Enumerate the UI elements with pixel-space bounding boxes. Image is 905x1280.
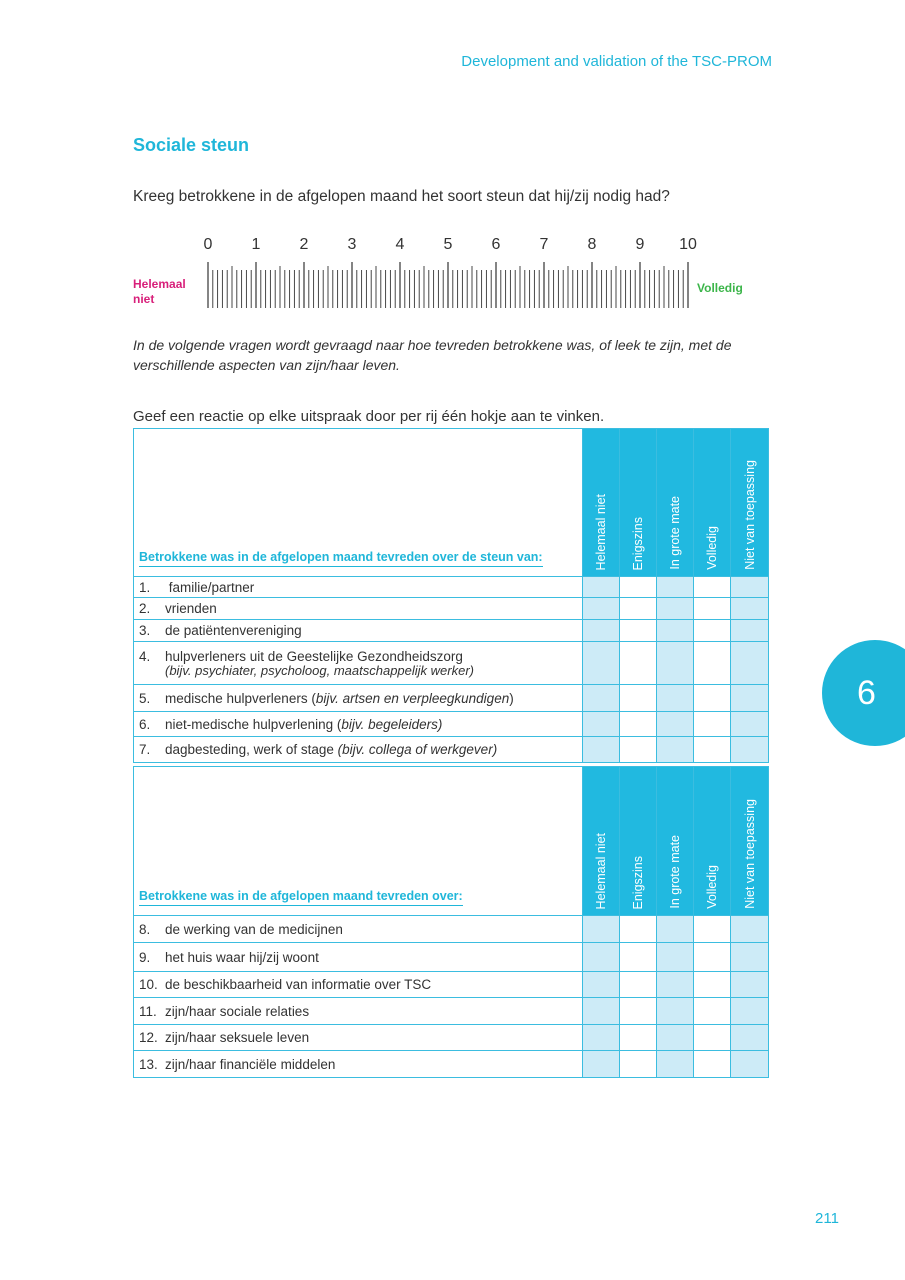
- response-checkbox[interactable]: [731, 577, 769, 598]
- response-checkbox[interactable]: [583, 998, 620, 1025]
- response-checkbox[interactable]: [731, 1051, 769, 1078]
- response-checkbox[interactable]: [694, 1025, 731, 1051]
- column-header-label: Niet van toepassing: [742, 460, 757, 570]
- row-text-end: ): [509, 690, 514, 706]
- response-checkbox[interactable]: [657, 943, 694, 972]
- column-header: [620, 767, 657, 916]
- table-row: [134, 972, 769, 998]
- response-checkbox[interactable]: [583, 642, 620, 685]
- scale-right-label: Volledig: [697, 281, 743, 295]
- table-row: [134, 1051, 769, 1078]
- response-checkbox[interactable]: [583, 943, 620, 972]
- response-checkbox[interactable]: [694, 577, 731, 598]
- column-header-label: Niet van toepassing: [742, 799, 757, 909]
- row-text: hulpverleners uit de Geestelijke Gezondheidszorg: [165, 648, 463, 664]
- scale-number: 9: [635, 236, 645, 253]
- response-checkbox[interactable]: [731, 598, 769, 620]
- response-checkbox[interactable]: [657, 712, 694, 737]
- table-row: [134, 685, 769, 712]
- table-header-cell: [134, 767, 583, 916]
- response-checkbox[interactable]: [583, 1051, 620, 1078]
- column-header-label: Volledig: [705, 526, 719, 570]
- response-checkbox[interactable]: [731, 1025, 769, 1051]
- response-checkbox[interactable]: [620, 1025, 657, 1051]
- response-checkbox[interactable]: [694, 916, 731, 943]
- row-text: het huis waar hij/zij woont: [165, 949, 319, 965]
- response-checkbox[interactable]: [694, 1051, 731, 1078]
- row-label: [134, 685, 583, 712]
- column-header-label: In grote mate: [668, 835, 682, 909]
- scale-number: 10: [679, 236, 697, 253]
- instruction-text-2: Geef een reactie op elke uitspraak door per rij één hokje aan te vinken.: [133, 408, 605, 425]
- response-checkbox[interactable]: [731, 737, 769, 763]
- column-header: [694, 429, 731, 577]
- table-row: [134, 577, 769, 598]
- response-checkbox[interactable]: [657, 642, 694, 685]
- row-text: zijn/haar sociale relaties: [165, 1003, 310, 1019]
- row-note: bijv. artsen en verpleegkundigen: [315, 690, 510, 706]
- response-checkbox[interactable]: [583, 620, 620, 642]
- response-checkbox[interactable]: [620, 642, 657, 685]
- row-note: bijv. begeleiders): [341, 716, 443, 732]
- response-checkbox[interactable]: [657, 577, 694, 598]
- response-checkbox[interactable]: [657, 916, 694, 943]
- chapter-tab: 6: [822, 640, 905, 746]
- row-text: niet-medische hulpverlening (: [165, 716, 342, 732]
- table-row: [134, 1025, 769, 1051]
- scale-number: 6: [491, 236, 501, 253]
- row-number: 2.: [139, 601, 151, 616]
- row-note: (bijv. psychiater, psycholoog, maatschappelijk werker): [165, 662, 475, 678]
- response-checkbox[interactable]: [583, 598, 620, 620]
- table-row: [134, 998, 769, 1025]
- response-checkbox[interactable]: [620, 598, 657, 620]
- row-number: 11.: [139, 1003, 157, 1019]
- column-header-label: Helemaal niet: [594, 832, 608, 909]
- response-checkbox[interactable]: [583, 712, 620, 737]
- response-checkbox[interactable]: [657, 998, 694, 1025]
- row-number: 3.: [139, 623, 151, 638]
- response-checkbox[interactable]: [657, 620, 694, 642]
- row-number: 7.: [139, 742, 151, 757]
- response-checkbox[interactable]: [620, 998, 657, 1025]
- row-number: 5.: [139, 690, 151, 706]
- visual-analogue-scale[interactable]: [205, 262, 695, 312]
- response-checkbox[interactable]: [657, 737, 694, 763]
- row-label: [134, 598, 583, 620]
- row-text: familie/partner: [165, 579, 255, 595]
- response-checkbox[interactable]: [731, 642, 769, 685]
- scale-number: 0: [203, 236, 213, 253]
- table-row: [134, 620, 769, 642]
- column-header: [731, 429, 769, 577]
- row-note: (bijv. collega of werkgever): [337, 742, 498, 757]
- row-text: de werking van de medicijnen: [165, 921, 343, 937]
- response-checkbox[interactable]: [731, 998, 769, 1025]
- row-label: [134, 943, 583, 972]
- table-row: [134, 943, 769, 972]
- instruction-text: In de volgende vragen wordt gevraagd naar hoe tevreden betrokkene was, of leek te zijn, met de verschillende aspecten van zijn/haar leven.: [133, 337, 732, 373]
- response-checkbox[interactable]: [583, 737, 620, 763]
- column-header-label: Volledig: [705, 865, 719, 909]
- column-header: [620, 429, 657, 577]
- column-header: [583, 767, 620, 916]
- row-label: [134, 642, 583, 685]
- row-number: 4.: [139, 648, 151, 664]
- row-number: 1.: [139, 579, 151, 595]
- column-header-label: In grote mate: [668, 496, 682, 570]
- response-checkbox[interactable]: [620, 1051, 657, 1078]
- scale-number: 3: [347, 236, 357, 253]
- response-checkbox[interactable]: [620, 916, 657, 943]
- row-text: de beschikbaarheid van informatie over TSC: [165, 977, 432, 992]
- satisfaction-table-1: [133, 428, 769, 763]
- table-header-text: Betrokkene was in de afgelopen maand tevreden over:: [139, 889, 463, 906]
- scale-number: 2: [299, 236, 309, 253]
- response-checkbox[interactable]: [731, 916, 769, 943]
- row-label: [134, 737, 583, 763]
- response-checkbox[interactable]: [731, 712, 769, 737]
- response-checkbox[interactable]: [731, 943, 769, 972]
- response-checkbox[interactable]: [657, 685, 694, 712]
- response-checkbox[interactable]: [694, 642, 731, 685]
- response-checkbox[interactable]: [583, 685, 620, 712]
- response-checkbox[interactable]: [657, 1025, 694, 1051]
- row-label: [134, 916, 583, 943]
- section-title: Sociale steun: [133, 135, 250, 155]
- row-label: [134, 998, 583, 1025]
- response-checkbox[interactable]: [694, 685, 731, 712]
- column-header: [583, 429, 620, 577]
- question-text: Kreeg betrokkene in de afgelopen maand het soort steun dat hij/zij nodig had?: [133, 188, 670, 205]
- row-label: [134, 620, 583, 642]
- row-number: 10.: [139, 977, 158, 992]
- row-text: medische hulpverleners (: [165, 690, 316, 706]
- response-checkbox[interactable]: [620, 712, 657, 737]
- page-number: 211: [815, 1210, 839, 1227]
- column-header-label: Helemaal niet: [594, 493, 608, 570]
- table-row: [134, 737, 769, 763]
- response-checkbox[interactable]: [583, 577, 620, 598]
- response-checkbox[interactable]: [620, 737, 657, 763]
- row-label: [134, 1025, 583, 1051]
- row-label: [134, 712, 583, 737]
- response-checkbox[interactable]: [694, 998, 731, 1025]
- scale-number: 4: [395, 236, 405, 253]
- response-checkbox[interactable]: [620, 685, 657, 712]
- response-checkbox[interactable]: [657, 972, 694, 998]
- scale-left-label: Helemaal niet: [133, 277, 186, 306]
- response-checkbox[interactable]: [657, 1051, 694, 1078]
- row-number: 12.: [139, 1030, 158, 1045]
- row-text: zijn/haar financiële middelen: [165, 1056, 336, 1072]
- table-row: [134, 712, 769, 737]
- response-checkbox[interactable]: [694, 620, 731, 642]
- column-header: [731, 767, 769, 916]
- response-checkbox[interactable]: [694, 598, 731, 620]
- scale-number: 5: [443, 236, 453, 253]
- row-number: 13.: [139, 1056, 158, 1072]
- row-label: [134, 577, 583, 598]
- row-text: vrienden: [165, 601, 217, 616]
- response-checkbox[interactable]: [731, 972, 769, 998]
- response-checkbox[interactable]: [694, 972, 731, 998]
- response-checkbox[interactable]: [583, 1025, 620, 1051]
- scale-number: 8: [587, 236, 597, 253]
- row-number: 8.: [139, 921, 151, 937]
- column-header-label: Enigszins: [631, 855, 645, 909]
- row-label: [134, 972, 583, 998]
- response-checkbox[interactable]: [731, 685, 769, 712]
- column-header-label: Enigszins: [631, 516, 645, 570]
- response-checkbox[interactable]: [694, 712, 731, 737]
- running-header: Development and validation of the TSC-PROM: [461, 53, 772, 70]
- response-checkbox[interactable]: [583, 916, 620, 943]
- table-row: [134, 642, 769, 685]
- column-header: [657, 429, 694, 577]
- response-checkbox[interactable]: [583, 972, 620, 998]
- table-row: [134, 598, 769, 620]
- response-checkbox[interactable]: [620, 943, 657, 972]
- row-label: [134, 1051, 583, 1078]
- response-checkbox[interactable]: [620, 620, 657, 642]
- response-checkbox[interactable]: [657, 598, 694, 620]
- response-checkbox[interactable]: [620, 577, 657, 598]
- scale-number: 1: [251, 236, 261, 253]
- row-text: de patiëntenvereniging: [165, 623, 302, 638]
- row-text: zijn/haar seksuele leven: [165, 1030, 310, 1045]
- response-checkbox[interactable]: [620, 972, 657, 998]
- row-number: 9.: [139, 949, 151, 965]
- scale-number: 7: [539, 236, 549, 253]
- column-header: [657, 767, 694, 916]
- table-row: [134, 916, 769, 943]
- satisfaction-table-2: [133, 766, 769, 1078]
- response-checkbox[interactable]: [694, 943, 731, 972]
- row-text: dagbesteding, werk of stage: [165, 742, 338, 757]
- response-checkbox[interactable]: [731, 620, 769, 642]
- column-header: [694, 767, 731, 916]
- table-header-cell: [134, 429, 583, 577]
- row-number: 6.: [139, 716, 151, 732]
- table-header-text: Betrokkene was in de afgelopen maand tevreden over de steun van:: [139, 550, 543, 567]
- response-checkbox[interactable]: [694, 737, 731, 763]
